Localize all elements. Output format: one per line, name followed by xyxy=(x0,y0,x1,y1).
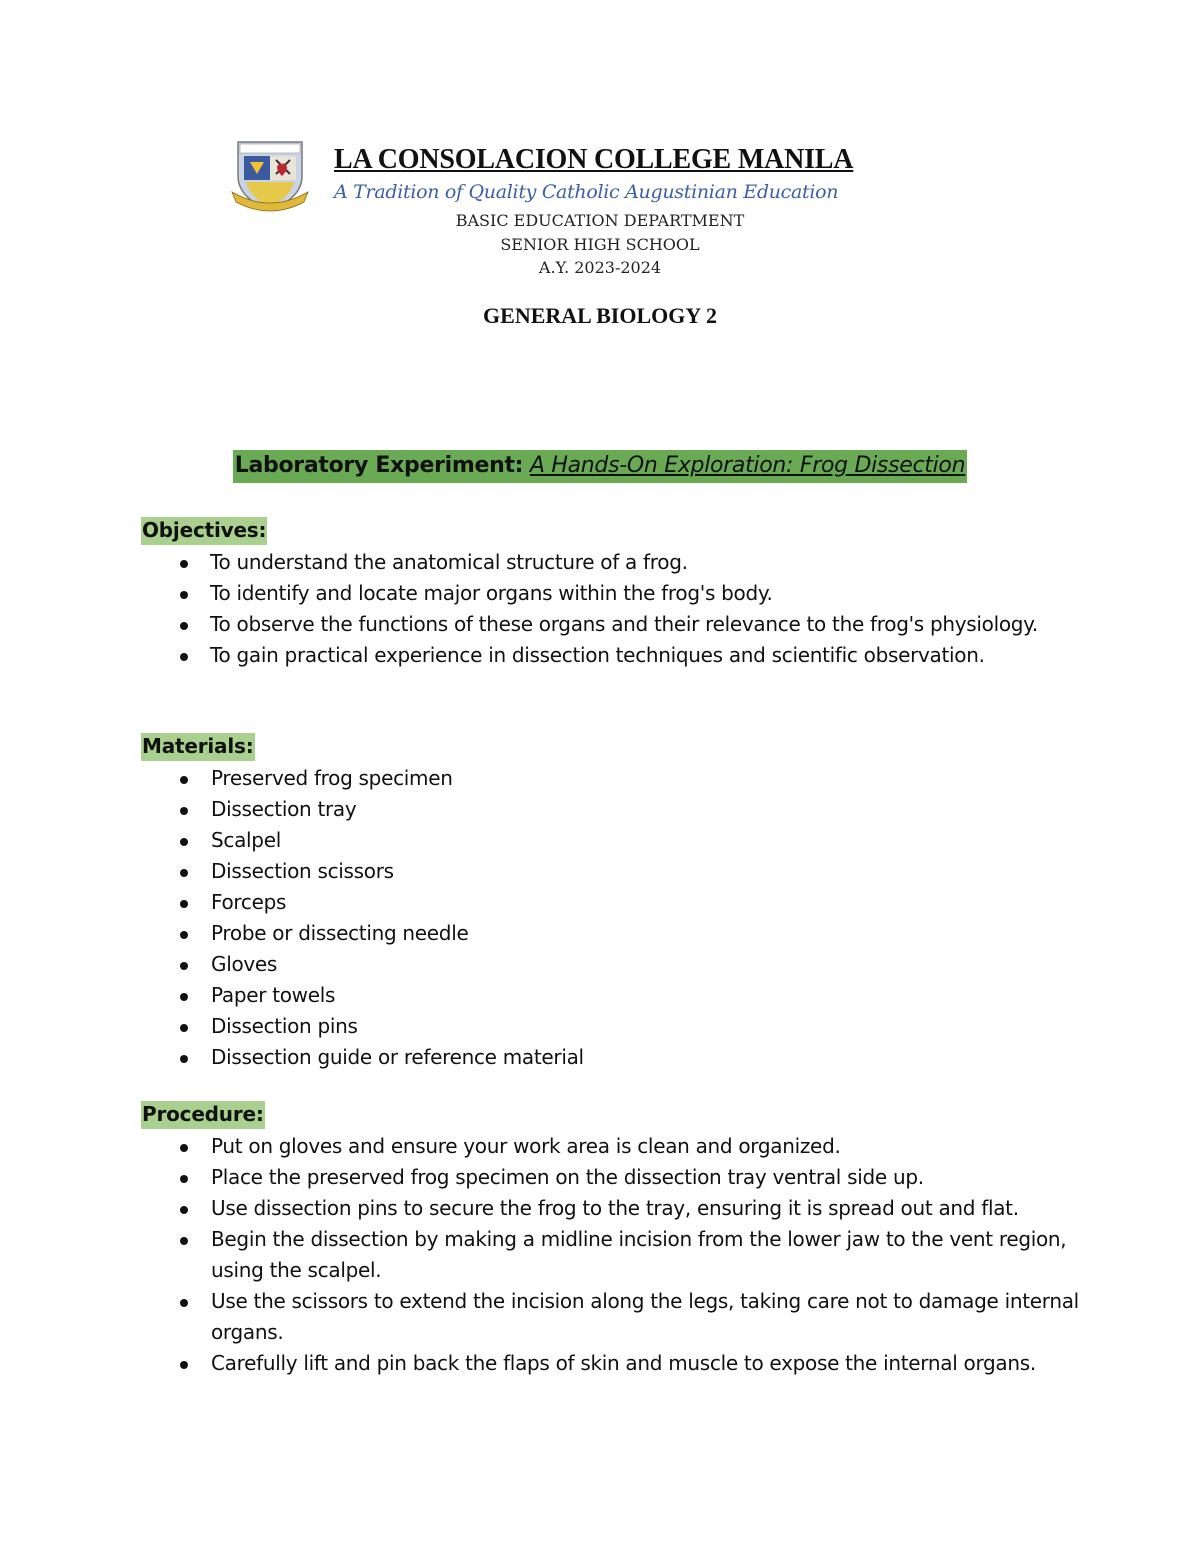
list-item: Preserved frog specimen xyxy=(141,763,1081,794)
bullet-icon xyxy=(180,591,188,599)
procedure-section xyxy=(141,1101,1081,1379)
subject-title: GENERAL BIOLOGY 2 xyxy=(483,303,717,328)
objectives-section xyxy=(141,517,1081,671)
list-item: To identify and locate major organs within the frog's body. xyxy=(141,578,1081,609)
bullet-icon xyxy=(180,838,188,846)
lab-title xyxy=(233,450,967,483)
procedure-list xyxy=(141,1131,1081,1379)
materials-section xyxy=(141,733,1081,1073)
list-item: Use the scissors to extend the incision along the legs, taking care not to damage internal organs. xyxy=(141,1286,1081,1348)
bullet-icon xyxy=(180,993,188,1001)
list-item: Dissection pins xyxy=(141,1011,1081,1042)
bullet-icon xyxy=(180,622,188,630)
bullet-icon xyxy=(180,1237,188,1245)
department: BASIC EDUCATION DEPARTMENT xyxy=(455,211,745,230)
bullet-icon xyxy=(180,1299,188,1307)
list-item: To observe the functions of these organs and their relevance to the frog's physiology. xyxy=(141,609,1081,640)
list-item: Use dissection pins to secure the frog to the tray, ensuring it is spread out and flat. xyxy=(141,1193,1081,1224)
list-item: Dissection guide or reference material xyxy=(141,1042,1081,1073)
materials-list xyxy=(141,763,1081,1073)
list-item: Scalpel xyxy=(141,825,1081,856)
school-name: LA CONSOLACION COLLEGE MANILA xyxy=(334,144,854,175)
lab-title-row xyxy=(0,450,1200,483)
bullet-icon xyxy=(180,931,188,939)
bullet-icon xyxy=(180,776,188,784)
bullet-icon xyxy=(180,653,188,661)
school-crest-icon xyxy=(230,136,310,214)
objectives-list xyxy=(141,547,1081,671)
list-item: Gloves xyxy=(141,949,1081,980)
academic-year: A.Y. 2023-2024 xyxy=(538,258,662,277)
list-item: To gain practical experience in dissection techniques and scientific observation. xyxy=(141,640,1081,671)
objectives-heading: Objectives: xyxy=(141,517,267,545)
bullet-icon xyxy=(180,1144,188,1152)
list-item: Begin the dissection by making a midline incision from the lower jaw to the vent region, using the scalpel. xyxy=(141,1224,1081,1286)
bullet-icon xyxy=(180,962,188,970)
bullet-icon xyxy=(180,1175,188,1183)
lab-title-label: Laboratory Experiment: xyxy=(234,453,524,478)
school-tagline: A Tradition of Quality Catholic Augustinian Education xyxy=(334,181,839,203)
lab-title-name: A Hands-On Exploration: Frog Dissection xyxy=(529,453,966,478)
list-item: Put on gloves and ensure your work area is clean and organized. xyxy=(141,1131,1081,1162)
bullet-icon xyxy=(180,1024,188,1032)
list-item: Place the preserved frog specimen on the dissection tray ventral side up. xyxy=(141,1162,1081,1193)
bullet-icon xyxy=(180,900,188,908)
bullet-icon xyxy=(180,1361,188,1369)
bullet-icon xyxy=(180,1206,188,1214)
bullet-icon xyxy=(180,1055,188,1063)
bullet-icon xyxy=(180,807,188,815)
materials-heading: Materials: xyxy=(141,733,255,761)
procedure-heading: Procedure: xyxy=(141,1101,265,1129)
list-item: To understand the anatomical structure of a frog. xyxy=(141,547,1081,578)
bullet-icon xyxy=(180,560,188,568)
bullet-icon xyxy=(180,869,188,877)
school-level: SENIOR HIGH SCHOOL xyxy=(500,235,700,254)
list-item: Forceps xyxy=(141,887,1081,918)
list-item: Carefully lift and pin back the flaps of skin and muscle to expose the internal organs. xyxy=(141,1348,1081,1379)
list-item: Dissection tray xyxy=(141,794,1081,825)
list-item: Paper towels xyxy=(141,980,1081,1011)
list-item: Dissection scissors xyxy=(141,856,1081,887)
list-item: Probe or dissecting needle xyxy=(141,918,1081,949)
